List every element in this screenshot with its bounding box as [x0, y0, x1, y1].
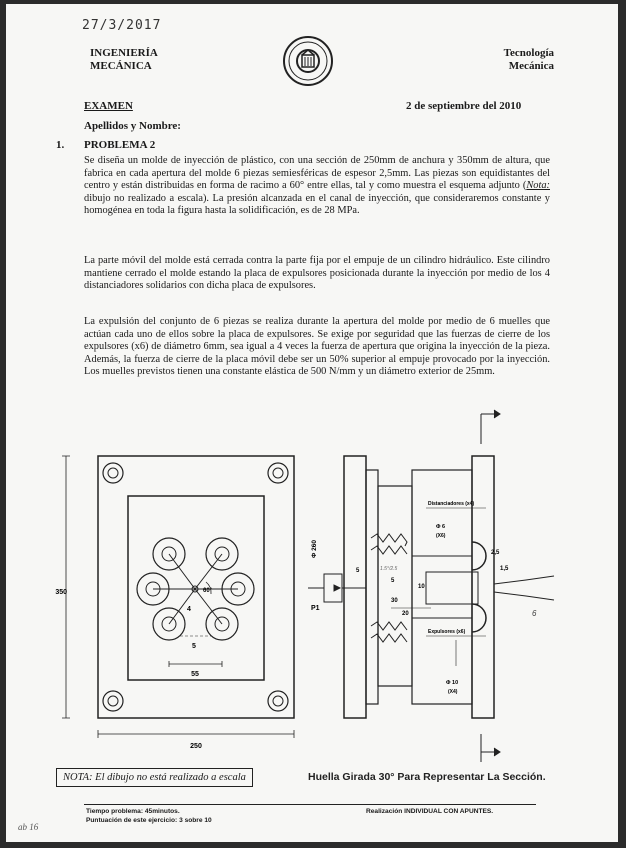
- header-right-line1: Tecnología: [503, 47, 554, 59]
- nota-box: NOTA: El dibujo no está realizado a escala: [56, 768, 253, 787]
- hand-mark: 6: [532, 609, 537, 618]
- p1-after-note: dibujo no realizado a escala). La presión alcanzada en el canal de inyección, que consideraremos constante y homogénea en toda la figura hasta la solidificación, es de 28 MPa.: [84, 192, 550, 217]
- mold-drawing: [6, 404, 618, 774]
- hand-note: 1.5°/2.5: [380, 566, 398, 572]
- section-view: [308, 456, 554, 718]
- handwritten-date: 27/3/2017: [82, 18, 162, 33]
- corner-scribble: ab 16: [18, 822, 39, 832]
- p1-note-label: Nota:: [526, 180, 550, 192]
- exam-label: EXAMEN: [84, 100, 133, 112]
- dim-5b: 5: [391, 578, 395, 584]
- dim-1-5: 1,5: [500, 566, 509, 572]
- university-seal-icon: [280, 35, 336, 92]
- dim-height: 350: [55, 589, 67, 596]
- header-left-line2: MECÁNICA: [90, 60, 152, 72]
- header-right: [460, 47, 554, 73]
- distanciadores-label: Distanciadores (x4): [428, 501, 475, 507]
- footer-mode: Realización INDIVIDUAL CON APUNTES.: [366, 808, 494, 815]
- x4-label: (X4): [448, 689, 458, 695]
- dim-width: 250: [190, 743, 202, 750]
- problem-title: PROBLEMA 2: [84, 139, 156, 151]
- dim-spacing: 55: [191, 671, 199, 678]
- dia10-label: Φ 10: [446, 680, 459, 686]
- name-label: Apellidos y Nombre:: [84, 120, 181, 132]
- dim-10: 10: [418, 584, 425, 590]
- header-right-line2: Mecánica: [508, 60, 554, 72]
- runner-system: [153, 554, 238, 624]
- dim-5a: 5: [356, 568, 360, 574]
- dim-2-5: 2,5: [491, 550, 500, 556]
- exam-page: [6, 4, 618, 842]
- dim-20: 20: [402, 611, 409, 617]
- front-view: [62, 456, 294, 738]
- p1-label: P1: [311, 605, 320, 612]
- section-arrow-top: [481, 410, 500, 444]
- section-arrow-bottom: [481, 734, 500, 762]
- diameter-label: Φ 260: [311, 540, 318, 558]
- p1-before-note: Se diseña un molde de inyección de plástico, con una sección de 250mm de anchura y 350mm de altura, que fabrica en cada apertura del molde 6 piezas semiesféricas de espesor 2,5mm. Las piezas son equidistantes del centro y están distribuidas en forma de racimo a 60° entre ellas, tal y como muestra el esquema adjunto (: [84, 155, 550, 192]
- footer-rule: [84, 804, 536, 805]
- footer-score: Puntuación de este ejercicio: 3 sobre 10: [86, 817, 212, 824]
- header-left: [90, 47, 158, 73]
- header-left-line1: INGENIERÍA: [90, 47, 158, 59]
- footer-time: Tiempo problema: 45minutos.: [86, 808, 180, 815]
- dia6-label: Φ 6: [436, 524, 446, 530]
- exam-date: 2 de septiembre del 2010: [406, 100, 522, 112]
- expulsores-label: Expulsores (x6): [428, 629, 466, 635]
- paragraph-2: La parte móvil del molde está cerrada contra la parte fija por el empuje de un cilindro hidráulico. Este cilindro mantiene cerrado el molde estando la placa de expulsores posicionada durante la inyección por medio de los 4 distanciadores solidarios con dicha placa de expulsores.: [84, 255, 550, 292]
- handwritten-caption: Huella Girada 30° Para Representar La Sección.: [308, 771, 546, 783]
- dim-offset: 5: [192, 643, 196, 650]
- dim-30: 30: [391, 598, 398, 604]
- x6-label: (X6): [436, 533, 446, 539]
- dim-small: 4: [187, 606, 191, 613]
- angle-label: 60°: [203, 588, 213, 594]
- paragraph-1: [84, 155, 550, 218]
- footer-left: [86, 807, 212, 825]
- item-marker: 1.: [56, 139, 65, 151]
- paragraph-3: La expulsión del conjunto de 6 piezas se realiza durante la apertura del molde por medio de 6 muelles que actúan cada uno de ellos sobre la placa de expulsores. Se exige por seguridad que las fuerzas de cierre de los expulsores (x6) de diámetro 6mm, sea igual a 4 veces la fuerza de apertura que origina la inyección de la pieza. Además, la fuerza de cierre de la placa móvil debe ser un 50% superior al empuje provocado por la inyección. Los muelles previstos tienen una constante elástica de 500 N/mm y un diámetro exterior de 25mm.: [84, 316, 550, 378]
